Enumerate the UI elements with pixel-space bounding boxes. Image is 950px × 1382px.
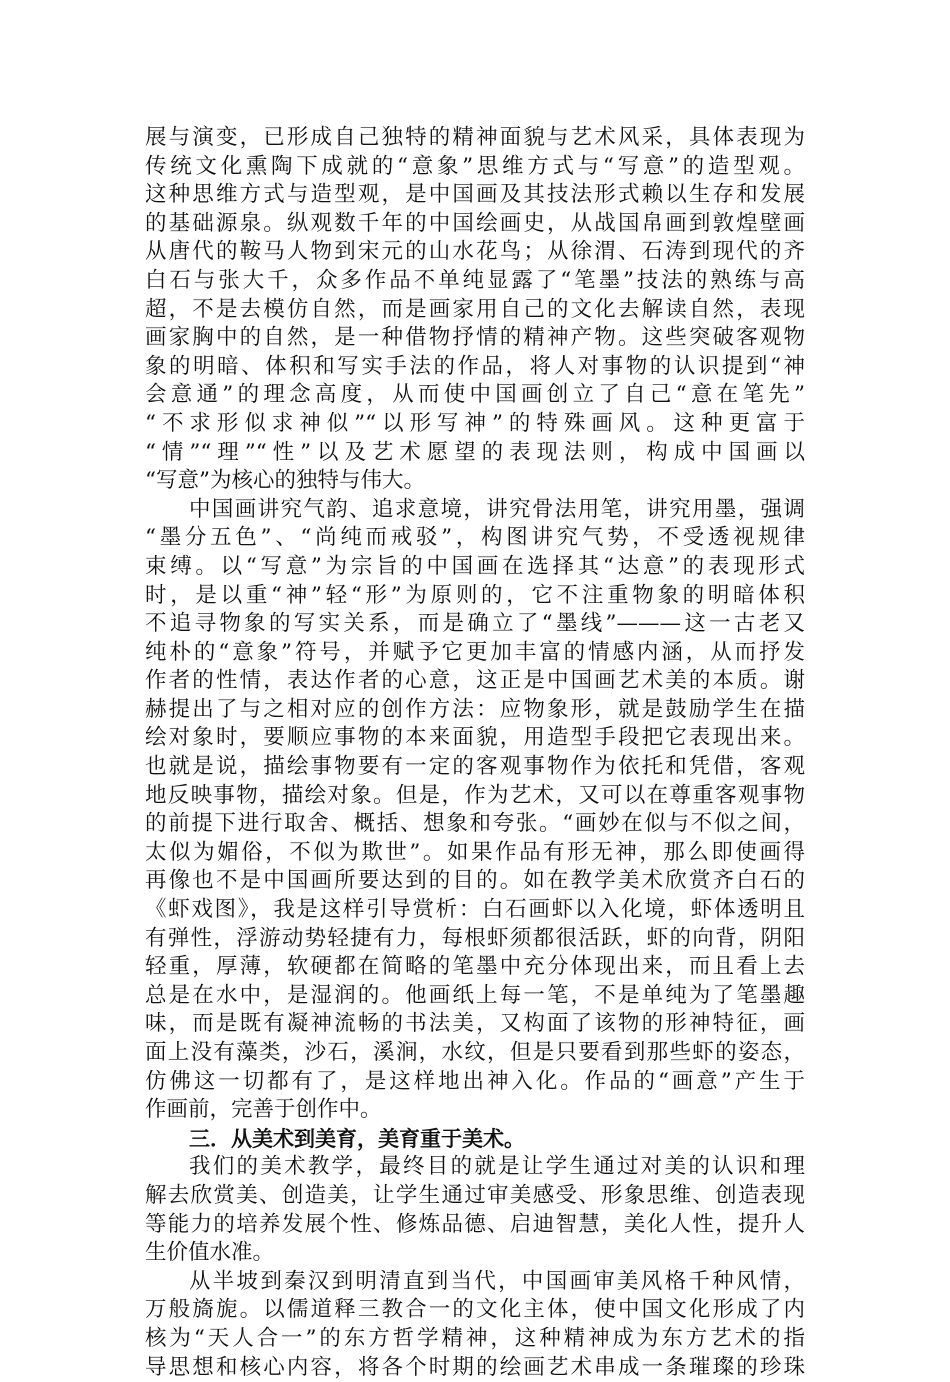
- text-line: “写意”为核心的独特与伟大。: [145, 468, 425, 494]
- text-line: 中国画讲究气韵、追求意境，讲究骨法用笔，讲究用墨，强调: [189, 496, 805, 522]
- text-line: 有弹性，浮游动势轻捷有力，每根虾须都很活跃，虾的向背，阴阳: [145, 925, 805, 951]
- text-line: 我们的美术教学，最终目的就是让学生通过对美的认识和理: [189, 1154, 805, 1180]
- text-line: 《虾戏图》，我是这样引导赏析：白石画虾以入化境，虾体透明且: [145, 897, 805, 923]
- text-line: 万般旖旎。以儒道释三教合一的文化主体，使中国文化形成了内: [145, 1297, 805, 1323]
- text-line: 轻重，厚薄，软硬都在简略的笔墨中充分体现出来，而且看上去: [145, 954, 805, 980]
- section-heading: 三．从美术到美育，美育重于美术。: [189, 1126, 525, 1151]
- text-line: 地反映事物，描绘对象。但是，作为艺术，又可以在尊重客观事物: [145, 782, 805, 808]
- text-line: “墨分五色”、“尚纯而戒驳”，构图讲究气势，不受透视规律: [145, 525, 805, 551]
- text-line: “不求形似求神似”“以形写神”的特殊画风。这种更富于: [145, 410, 805, 436]
- text-line: 解去欣赏美、创造美，让学生通过审美感受、形象思维、创造表现: [145, 1182, 805, 1208]
- text-column: [145, 124, 805, 1382]
- text-line: 这种思维方式与造型观，是中国画及其技法形式赖以生存和发展: [145, 182, 805, 208]
- text-line: 赫提出了与之相对应的创作方法：应物象形，就是鼓励学生在描: [145, 696, 805, 722]
- text-line: 导思想和核心内容，将各个时期的绘画艺术串成一条璀璨的珍珠: [145, 1354, 805, 1380]
- paragraph-2: [145, 496, 805, 1125]
- text-line: 等能力的培养发展个性、修炼品德、启迪智慧，美化人性，提升人: [145, 1211, 805, 1237]
- text-line: 也就是说，描绘事物要有一定的客观事物作为依托和凭借，客观: [145, 754, 805, 780]
- text-line: 仿佛这一切都有了，是这样地出神入化。作品的“画意”产生于: [145, 1068, 805, 1094]
- text-line: 超，不是去模仿自然，而是画家用自己的文化去解读自然，表现: [145, 296, 805, 322]
- text-line: 再像也不是中国画所要达到的目的。如在教学美术欣赏齐白石的: [145, 868, 805, 894]
- text-line: 的前提下进行取舍、概括、想象和夸张。“画妙在似与不似之间，: [145, 811, 805, 837]
- text-line: 作画前，完善于创作中。: [145, 1097, 382, 1123]
- paragraph-1: [145, 124, 805, 496]
- text-line: 传统文化熏陶下成就的“意象”思维方式与“写意”的造型观。: [145, 153, 805, 179]
- text-line: 作者的性情，表达作者的心意，这正是中国画艺术美的本质。谢: [145, 668, 805, 694]
- text-line: 纯朴的“意象”符号，并赋予它更加丰富的情感内涵，从而抒发: [145, 639, 805, 665]
- text-line: 画家胸中的自然，是一种借物抒情的精神产物。这些突破客观物: [145, 325, 805, 351]
- text-line: 面上没有藻类，沙石，溪涧，水纹，但是只要看到那些虾的姿态，: [145, 1040, 805, 1065]
- text-line: 象的明暗、体积和写实手法的作品，将人对事物的认识提到“神: [145, 353, 805, 379]
- text-line: 味，而是既有凝神流畅的书法美，又构面了该物的形神特征，画: [145, 1011, 805, 1037]
- text-line: 生价值水准。: [145, 1240, 275, 1266]
- text-line: 从唐代的鞍马人物到宋元的山水花鸟；从徐渭、石涛到现代的齐: [145, 239, 805, 265]
- paragraph-4: [145, 1268, 805, 1382]
- paragraph-3: [145, 1153, 805, 1267]
- text-line: 时，是以重“神”轻“形”为原则的，它不注重物象的明暗体积: [145, 582, 805, 608]
- text-line: “情”“理”“性”以及艺术愿望的表现法则，构成中国画以: [145, 439, 805, 465]
- text-line: 的基础源泉。纵观数千年的中国绘画史，从战国帛画到敦煌壁画: [145, 210, 805, 236]
- text-line: 束缚。以“写意”为宗旨的中国画在选择其“达意”的表现形式: [145, 553, 805, 579]
- text-line: 太似为媚俗，不似为欺世”。如果作品有形无神，那么即使画得: [145, 839, 805, 865]
- text-line: 从半坡到秦汉到明清直到当代，中国画审美风格千种风情，: [189, 1268, 805, 1294]
- text-line: 展与演变，已形成自己独特的精神面貌与艺术风采，具体表现为: [145, 125, 805, 150]
- text-line: 核为“天人合一”的东方哲学精神，这种精神成为东方艺术的指: [145, 1325, 805, 1351]
- text-line: 不追寻物象的写实关系，而是确立了“墨线”———这一古老又: [145, 611, 805, 637]
- text-line: 白石与张大千，众多作品不单纯显露了“笔墨”技法的熟练与高: [145, 267, 805, 293]
- text-line: 总是在水中，是湿润的。他画纸上每一笔，不是单纯为了笔墨趣: [145, 982, 805, 1008]
- text-line: 绘对象时，要顺应事物的本来面貌，用造型手段把它表现出来。: [145, 725, 805, 751]
- text-line: 会意通”的理念高度，从而使中国画创立了自己“意在笔先”: [145, 382, 805, 408]
